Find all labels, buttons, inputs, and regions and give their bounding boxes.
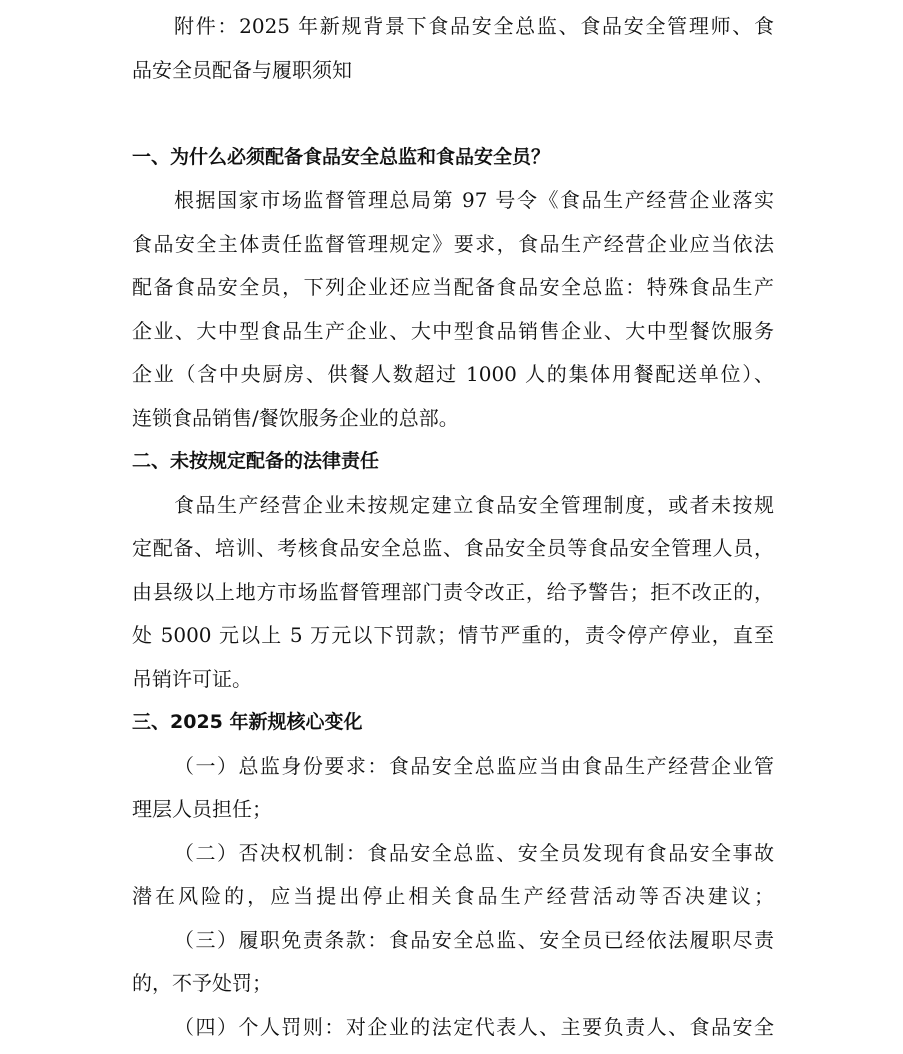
section-1-line: 根据国家市场监督管理总局第 97 号令《食品生产经营企业落实 [174,188,774,212]
section-2-heading: 二、未按规定配备的法律责任 [132,450,380,472]
section-3-item-3-line-2: 的，不予处罚； [132,971,272,995]
section-1-line: 配备食品安全员，下列企业还应当配备食品安全总监：特殊食品生产 [132,275,774,299]
section-1-line: 企业（含中央厨房、供餐人数超过 1000 人的集体用餐配送单位）、 [132,362,774,386]
section-3-item-1-line-2: 理层人员担任； [132,797,272,821]
section-2-line: 由县级以上地方市场监督管理部门责令改正，给予警告；拒不改正的， [132,579,774,604]
blank-gap [132,92,774,136]
section-2-line: 处 5000 元以上 5 万元以下罚款；情节严重的，责令停产停业，直至 [132,623,774,647]
attachment-title-line-1: 附件：2025 年新规背景下食品安全总监、食品安全管理师、食 [174,14,774,38]
section-3-item-3-line-1: （三）履职免责条款：食品安全总监、安全员已经依法履职尽责 [174,927,774,952]
section-2-line: 吊销许可证。 [132,666,252,691]
section-3-item-2-line-2: 潜在风险的，应当提出停止相关食品生产经营活动等否决建议； [132,884,774,908]
section-1-line: 食品安全主体责任监督管理规定》要求，食品生产经营企业应当依法 [132,231,774,256]
document-page [132,0,774,1049]
section-1-heading: 一、为什么必须配备食品安全总监和食品安全员？ [132,145,551,168]
section-3-item-1-line-1: （一）总监身份要求：食品安全总监应当由食品生产经营企业管 [174,753,774,778]
section-1-line: 连锁食品销售/餐饮服务企业的总部。 [132,405,459,430]
attachment-title-line-2: 品安全员配备与履职须知 [132,57,352,82]
section-3-item-4-line-1: （四）个人罚则：对企业的法定代表人、主要负责人、食品安全 [174,1014,774,1039]
section-3-item-2-line-1: （二）否决权机制：食品安全总监、安全员发现有食品安全事故 [174,840,774,865]
section-2-line: 食品生产经营企业未按规定建立食品安全管理制度，或者未按规 [174,492,774,517]
section-1-line: 企业、大中型食品生产企业、大中型食品销售企业、大中型餐饮服务 [132,318,774,343]
section-3-heading: 三、2025 年新规核心变化 [132,711,363,733]
section-2-line: 定配备、培训、考核食品安全总监、食品安全员等食品安全管理人员， [132,536,774,560]
